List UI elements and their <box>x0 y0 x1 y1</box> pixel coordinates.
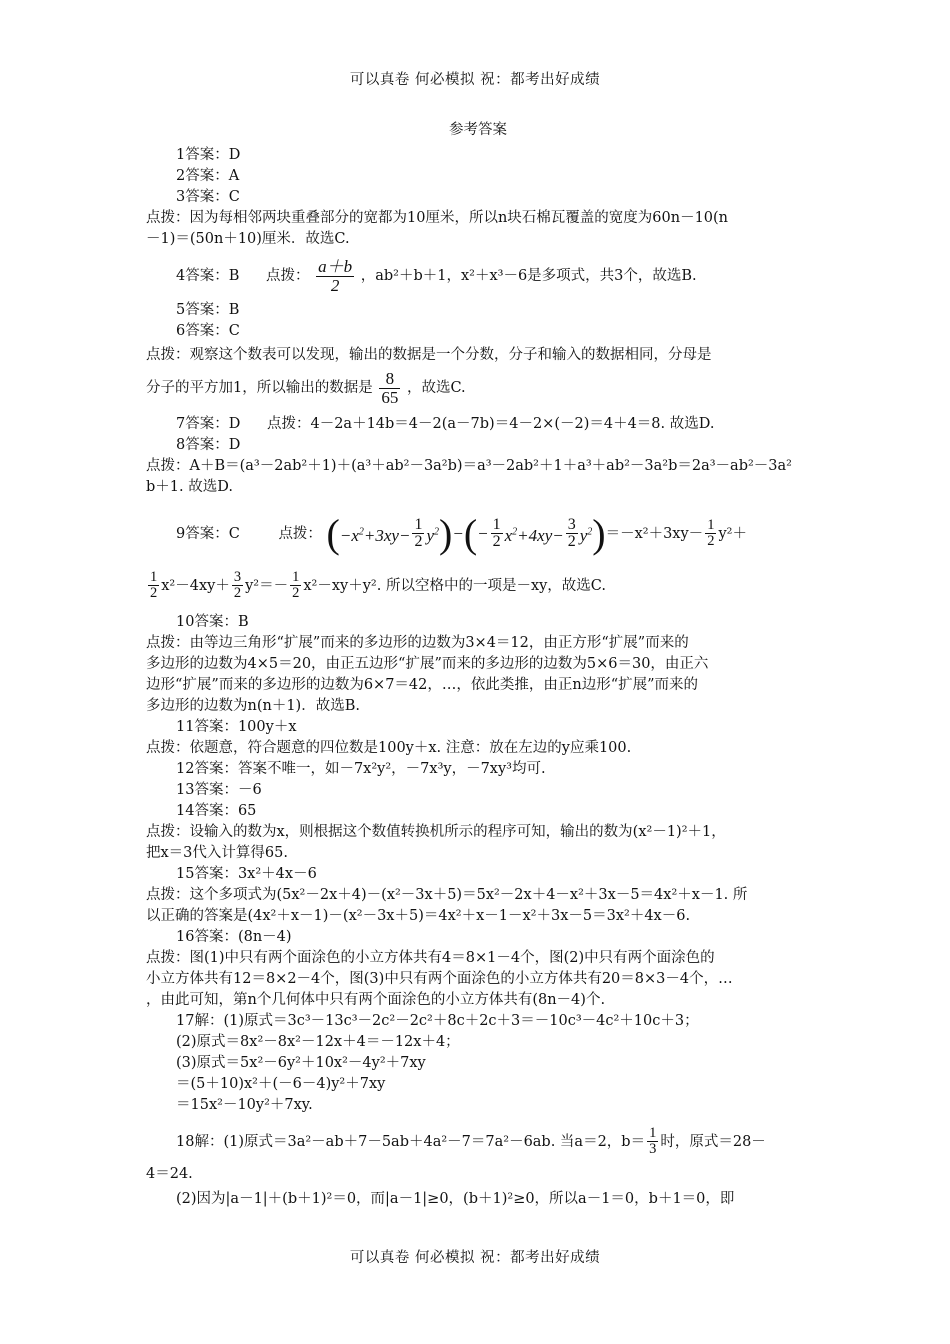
hint-14-line-1: 点拨：设输入的数为x，则根据这个数值转换机所示的程序可知，输出的数为(x²－1)²＋1， <box>146 823 726 840</box>
hint-16-line-1: 点拨：图(1)中只有两个面涂色的小立方体共有4＝8×1－4个，图(2)中只有两个面涂色的 <box>146 949 715 966</box>
fraction: $\frac{3}{2}$ <box>567 515 576 551</box>
page-header: 可以真卷 何必模拟 祝：都考出好成绩 <box>349 72 601 88</box>
page-footer: 可以真卷 何必模拟 祝：都考出好成绩 <box>349 1250 601 1266</box>
solution-18-2: (2)因为|a－1|＋(b＋1)²＝0，而|a－1|≥0，(b＋1)²≥0，所以a－1＝0，b＋1＝0，即 <box>176 1190 735 1207</box>
solution-17-1: 17解：(1)原式＝3c³－13c³－2c²－2c²＋8c＋2c＋3＝－10c³－4c²＋10c＋3； <box>176 1012 699 1029</box>
solution-18-1: 18解：(1)原式＝3a²－ab＋7－5ab＋4a²－7＝7a²－6ab. 当a＝2，b＝ $\frac{1}{3}$ 时，原式＝28－ <box>176 1124 766 1158</box>
hint-6-line-2: 分子的平方加1，所以输出的数据是 $\frac{8}{65}$ ，故选C. <box>146 368 466 407</box>
fraction: $\frac{1}{2}$ <box>492 515 501 551</box>
hint-6-line-1: 点拨：观察这个数表可以发现，输出的数据是一个分数，分子和输入的数据相同，分母是 <box>146 347 712 363</box>
solution-17-2: (2)原式＝8x²－8x²－12x＋4＝－12x＋4； <box>176 1033 460 1050</box>
hint-10-line-4: 多边形的边数为n(n＋1)．故选B. <box>146 697 360 714</box>
answer-4: 4答案：B <box>176 268 240 284</box>
answer-5: 5答案：B <box>176 302 240 318</box>
hint-9-line-2: $\frac{1}{2}$ x²－4xy＋ $\frac{3}{2}$ y²＝－ $\frac{1}{2}$ x²－xy＋y². 所以空格中的一项是－xy，故选C. <box>150 568 606 602</box>
fraction: $\frac{1}{2}$ <box>292 568 300 602</box>
solution-17-3c: ＝15x²－10y²＋7xy. <box>176 1096 313 1113</box>
hint-16-line-3: ，由此可知，第n个几何体中只有两个面涂色的小立方体共有(8n－4)个. <box>146 991 606 1008</box>
answer-2: 2答案：A <box>176 168 240 184</box>
answer-13: 13答案：－6 <box>176 781 262 798</box>
hint-8-line-2: b＋1. 故选D. <box>146 479 233 495</box>
hint-16-line-2: 小立方体共有12＝8×2－4个，图(3)中只有两个面涂色的小立方体共有20＝8×3－4个，… <box>146 970 733 987</box>
answer-11: 11答案：100y＋x <box>176 718 297 735</box>
answer-9-row: 9答案：C 点拨： ($-x^2+3xy-$ $\frac{1}{2}$ $y^2)-(-$ $\frac{1}{2}$ $x^2+4xy-$ $\frac{3}{2}$ $y^2)=-x^2+3xy-$ $\frac{1}{2}$ y²＋ <box>176 510 747 556</box>
answer-14: 14答案：65 <box>176 802 257 819</box>
hint-4-label: 点拨： <box>266 268 310 284</box>
fraction: $\frac{1}{2}$ <box>414 515 423 551</box>
answer-10: 10答案：B <box>176 613 249 630</box>
hint-7: 点拨：4－2a＋14b＝4－2(a－7b)＝4－2×(－2)＝4＋4＝8. 故选D. <box>266 416 715 432</box>
fraction: $\frac{1}{2}$ <box>707 517 715 550</box>
solution-17-3b: ＝(5＋10)x²＋(－6－4)y²＋7xy <box>176 1075 386 1092</box>
hint-10-line-1: 点拨：由等边三角形“扩展”而来的多边形的边数为3×4＝12，由正方形“扩展”而来的 <box>146 634 689 651</box>
fraction: $\frac{8}{65}$ <box>381 368 399 407</box>
answer-7-row <box>146 414 810 435</box>
answer-page <box>146 118 810 1210</box>
fraction: $\frac{1}{2}$ <box>150 568 158 602</box>
answer-16: 16答案：(8n－4) <box>176 928 292 945</box>
answer-8: 8答案：D <box>176 437 241 453</box>
hint-9-label: 点拨： <box>278 525 322 542</box>
hint-4-text: ，ab²＋b＋1，x²＋x³－6是多项式，共3个，故选B. <box>360 268 697 284</box>
answer-15: 15答案：3x²＋4x－6 <box>176 865 317 882</box>
answer-3: 3答案：C <box>176 189 240 205</box>
solution-17-3a: (3)原式＝5x²－6y²＋10x²－4y²＋7xy <box>176 1054 426 1071</box>
solution-18-1-cont: 4＝24. <box>146 1165 193 1182</box>
page-title: 参考答案 <box>449 122 507 138</box>
hint-3-line-2: －1)＝(50n＋10)厘米．故选C. <box>146 231 350 247</box>
answer-7: 7答案：D <box>176 416 241 432</box>
hint-10-line-2: 多边形的边数为4×5＝20，由正五边形“扩展”而来的多边形的边数为5×6＝30，由正六 <box>146 655 709 672</box>
answer-6: 6答案：C <box>176 323 240 339</box>
hint-15-line-1: 点拨：这个多项式为(5x²－2x＋4)－(x²－3x＋5)＝5x²－2x＋4－x²＋3x－5＝4x²＋x－1. 所 <box>146 886 748 903</box>
answer-9: 9答案：C <box>176 525 240 542</box>
fraction: $\frac{3}{2}$ <box>233 568 242 602</box>
fraction: $\frac{1}{3}$ <box>649 1124 657 1158</box>
hint-11: 点拨：依题意，符合题意的四位数是100y＋x. 注意：放在左边的y应乘100. <box>146 739 632 756</box>
hint-3-line-1: 点拨：因为每相邻两块重叠部分的宽都为10厘米，所以n块石棉瓦覆盖的宽度为60n－10(n <box>146 210 729 226</box>
hint-8-line-1: 点拨：A＋B＝(a³－2ab²＋1)＋(a³＋ab²－3a²b)＝a³－2ab²＋1＋a³＋ab²－3a²b＝2a³－ab²－3a² <box>146 458 792 474</box>
fraction: $\frac{a+b}{2}$ <box>318 256 353 295</box>
hint-15-line-2: 以正确的答案是(4x²＋x－1)－(x²－3x＋5)＝4x²＋x－1－x²＋3x－5＝3x²＋4x－6. <box>146 907 691 924</box>
answer-12: 12答案：答案不唯一，如－7x²y²，－7x³y，－7xy³均可. <box>176 760 546 777</box>
hint-14-line-2: 把x＝3代入计算得65. <box>146 844 288 861</box>
answer-1: 1答案：D <box>176 147 241 163</box>
hint-10-line-3: 边形“扩展”而来的多边形的边数为6×7＝42，…，依此类推，由正n边形“扩展”而来的 <box>146 676 699 693</box>
answer-4-row <box>146 254 810 298</box>
